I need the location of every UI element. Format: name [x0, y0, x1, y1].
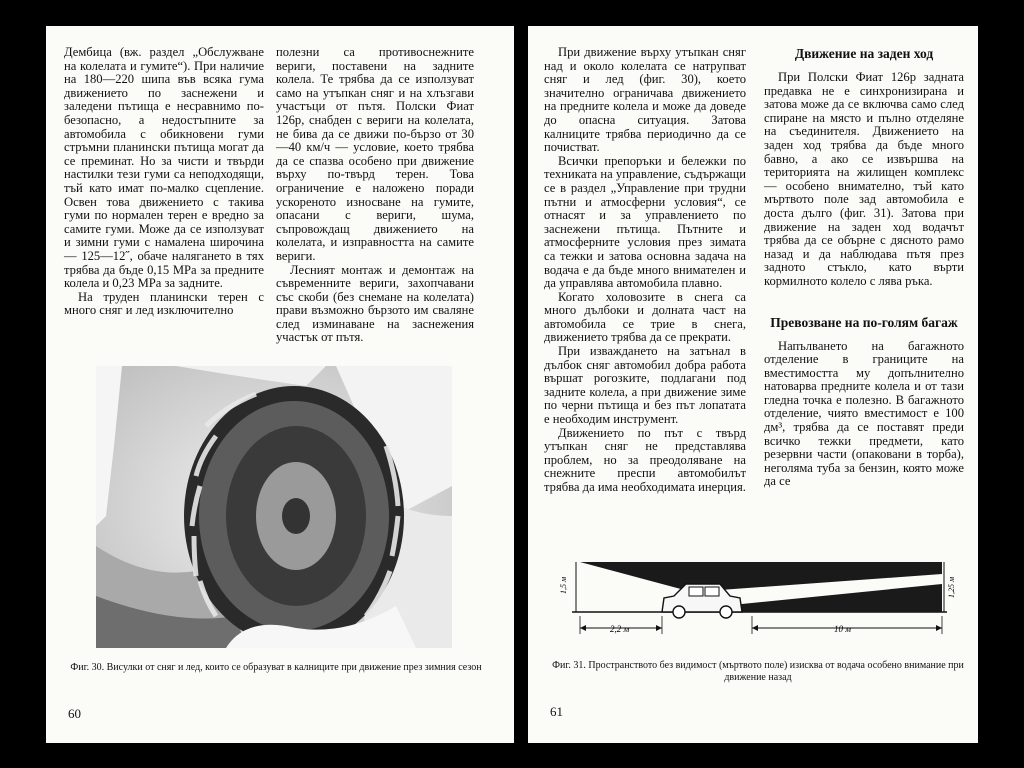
section-heading: Движение на заден ход	[794, 46, 934, 61]
left-page-column-2	[276, 46, 474, 345]
paragraph: При Полски Фиат 126р задната предавка не е синхронизирана и затова може да се включва само след спиране на място и пълно отделяне на съединителя. Движението на заден ход трябва да бъде много бавно, а ако се извършва на територията на жилищен комплекс — особено внимателно, тъй като мъртвото поле зад автомобила е доста дълго (фиг. 31). Затова при движение на заден ход водачът трябва да се обърне с дясното рамо назад и да наблюдава пътя през задното стъкло, като върти кормилното колело с лява ръка.	[764, 70, 964, 288]
paragraph: При движение върху утъпкан сняг над и около колелата се натрупват сняг и лед (фиг. 30), което значително ограничава движението на предните колела и може да доведе до опасна ситуация. Затова калниците трябва периодично да се почистват.	[544, 45, 746, 155]
paragraph: Дембица (вж. раздел „Обслужване на колелата и гумите“). При наличие на 180—220 шипа във всяка гума движението по заснежени и заледени пътища е несравнимо по-безопасно, а недостъпните за автомобила с обикновени гуми стръмни планински пътища могат да се преминат. Но за чисти и твърди настилки тези гуми са неподходящи, тъй като имат по-малко сцепление. Освен това движението с такива гуми по нормален терен е вредно за самите гуми. Може да се използуват и зимни гуми с намалена широчина — 125—12˝, обаче налягането в тях трябва да бъде 0,15 MPa за предните колела и 0,23 MPa за задните.	[64, 45, 264, 291]
paragraph: Когато холовозите в снега са много дълбоки и долната част на автомобила се трие в снега, движението трябва да се прекрати.	[544, 289, 746, 345]
tire-photo	[96, 366, 452, 648]
right-page-column-1	[544, 46, 746, 495]
left-page	[46, 26, 514, 743]
paragraph: При изваждането на затънал в дълбок сняг автомобил добра работа вършат рогозките, подлагани под задните колела, а при движение зиме по черни пътища и без път лопатата е необходим инструмент.	[544, 344, 746, 427]
right-page	[528, 26, 978, 743]
page-number: 60	[68, 706, 81, 721]
book-gutter	[514, 0, 528, 768]
page-number: 61	[550, 704, 563, 719]
dimension-label: 1,25 м	[947, 576, 956, 598]
dimension-label: 1,5 м	[559, 576, 568, 594]
dimension-label: 2,2 м	[610, 624, 630, 634]
paragraph: На труден планински терен с много сняг и лед изключително	[64, 289, 264, 318]
paragraph: Всички препоръки и бележки по техниката на управление, съдържащи се в раздел „Управление при трудни пътни и атмосферни условия“, се отнасят и за управлението по заснежени пътища. Пътните и атмосферните условия през зимата са тежки и затова основна задача на водача е да бъде много внимателен и да управлява автомобила плавно.	[544, 153, 746, 291]
figure-caption: Фиг. 31. Пространството без видимост (мъртвото поле) изисква от водача особено внимание при движение назад	[552, 660, 964, 683]
paragraph: Напълването на багажното отделение в границите на вместимостта му допълнително натоварва предните колела и от тази гледна точка е полезно. В багажното отделение, чиято вместимост е 100 дм³, трябва да се поставят преди всичко тежки предмети, като резервни части (опаковани в торба), неголяма туба за бензин, която може да се	[764, 338, 964, 489]
snow-tire-image	[96, 366, 452, 648]
blind-spot-diagram	[552, 554, 956, 654]
figure-caption: Фиг. 30. Висулки от сняг и лед, които се образуват в калниците при движение през зимния сезон	[70, 662, 482, 673]
section-heading: Превозване на по-голям багаж	[770, 314, 958, 330]
paragraph: полезни са противоснежните вериги, поставени на задните колела. Те трябва да се използуват само на утъпкан сняг и на хлъзгави участъци от пътя. Полски Фиат 126р, снабден с вериги на колелата, не бива да се движи по-бързо от 30—40 км/ч — условие, което трябва да се спазва особено при движение върху по-твърд терен. Това ограничение е наложено поради ускореното износване на гумите, опасани с вериги, шума, съпровождащ движението на колелата, и изправността на самите вериги.	[276, 45, 474, 263]
paragraph: Движението по път с твърд утъпкан сняг не представлява проблем, но за преодоляване на снежните преспи автомобилът трябва да има необходимата инерция.	[544, 425, 746, 494]
left-page-column-1	[64, 46, 264, 318]
paragraph: Лесният монтаж и демонтаж на съвременните вериги, захопчавани със скоби (без снемане на колелата) прави възможно бързото им сваляне след изминаване на заснежения участък от пътя.	[276, 262, 474, 345]
dimension-label: 10 м	[834, 624, 851, 634]
right-page-column-2	[764, 46, 964, 489]
